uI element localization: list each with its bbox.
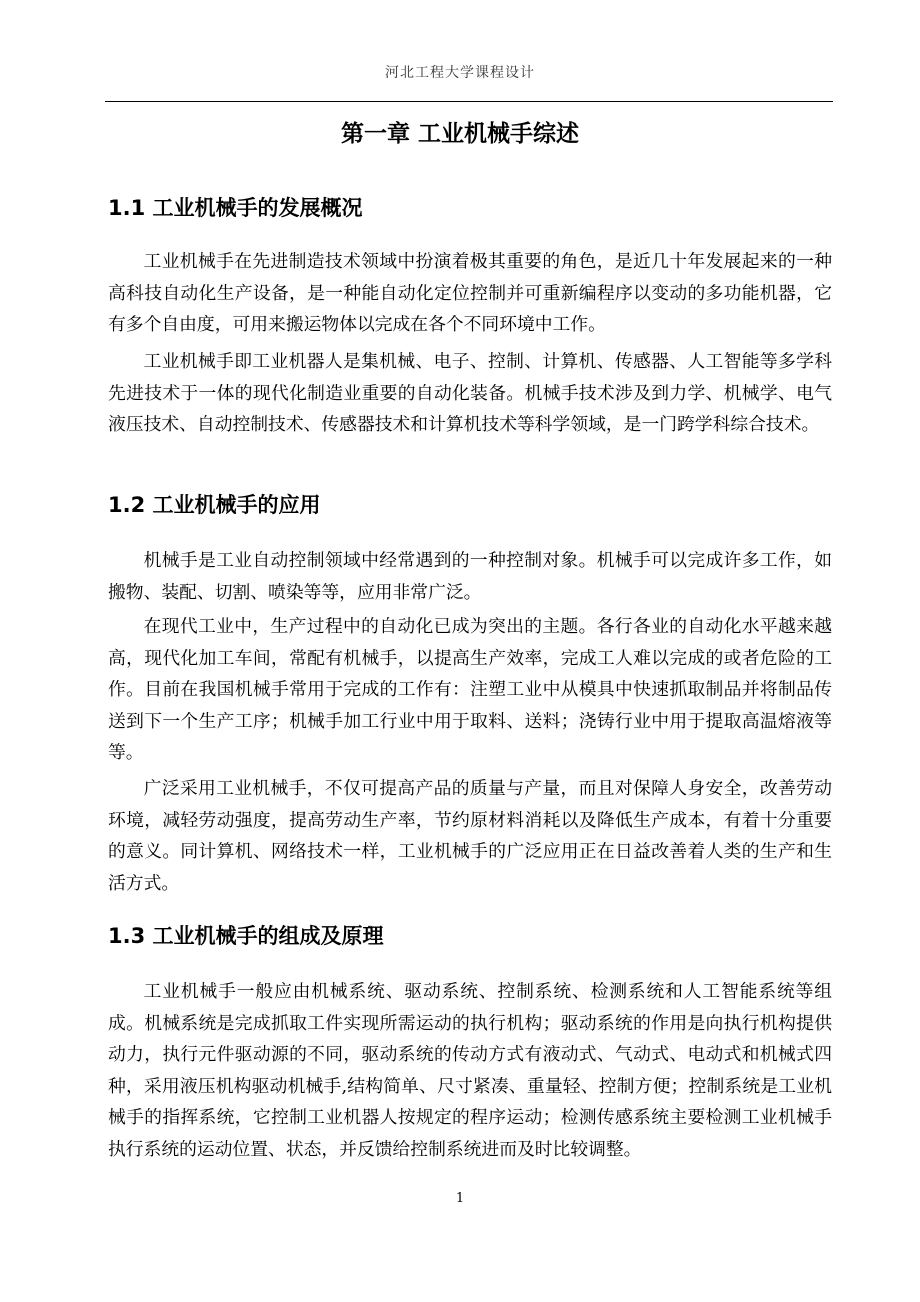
paragraph: 工业机械手一般应由机械系统、驱动系统、控制系统、检测系统和人工智能系统等组成。机械系统是完成抓取工件实现所需运动的执行机构；驱动系统的作用是向执行机构提供动力，执行元件驱动源的不同，驱动系统的传动方式有液动式、气动式、电动式和机械式四种，采用液压机构驱动机械手,结构简单、尺寸紧凑、重量轻、控制方便；控制系统是工业机械手的指挥系统，它控制工业机器人按规定的程序运动；检测传感系统主要检测工业机械手执行系统的运动位置、状态，并反馈给控制系统进而及时比较调整。	[108, 981, 832, 1160]
paragraph: 工业机械手即工业机器人是集机械、电子、控制、计算机、传感器、人工智能等多学科先进技术于一体的现代化制造业重要的自动化装备。机械手技术涉及到力学、机械学、电气液压技术、自动控制技术、传感器技术和计算机技术等科学领域，是一门跨学科综合技术。	[108, 351, 832, 435]
header-divider	[105, 101, 833, 102]
page-number: 1	[455, 1191, 465, 1206]
section-heading-1-3: 1.3 工业机械手的组成及原理	[108, 924, 384, 948]
paragraph: 机械手是工业自动控制领域中经常遇到的一种控制对象。机械手可以完成许多工作，如搬物、装配、切割、喷染等等，应用非常广泛。	[108, 550, 832, 603]
paragraph: 广泛采用工业机械手，不仅可提高产品的质量与产量，而且对保障人身安全，改善劳动环境，减轻劳动强度，提高劳动生产率，节约原材料消耗以及降低生产成本，有着十分重要的意义。同计算机、网络技术一样，工业机械手的广泛应用正在日益改善着人类的生产和生活方式。	[108, 778, 832, 894]
section-heading-1-2: 1.2 工业机械手的应用	[108, 493, 321, 517]
page-header: 河北工程大学课程设计	[385, 65, 535, 81]
section-heading-1-1: 1.1 工业机械手的发展概况	[108, 196, 363, 220]
paragraph: 工业机械手在先进制造技术领域中扮演着极其重要的角色，是近几十年发展起来的一种高科技自动化生产设备，是一种能自动化定位控制并可重新编程序以变动的多功能机器，它有多个自由度，可用来搬运物体以完成在各个不同环境中工作。	[108, 251, 832, 335]
paragraph: 在现代工业中，生产过程中的自动化已成为突出的主题。各行各业的自动化水平越来越高，现代化加工车间，常配有机械手，以提高生产效率，完成工人难以完成的或者危险的工作。目前在我国机械手常用于完成的工作有：注塑工业中从模具中快速抓取制品并将制品传送到下一个生产工序；机械手加工行业中用于取料、送料；浇铸行业中用于提取高温熔液等等。	[108, 616, 832, 763]
chapter-title: 第一章 工业机械手综述	[340, 121, 579, 147]
